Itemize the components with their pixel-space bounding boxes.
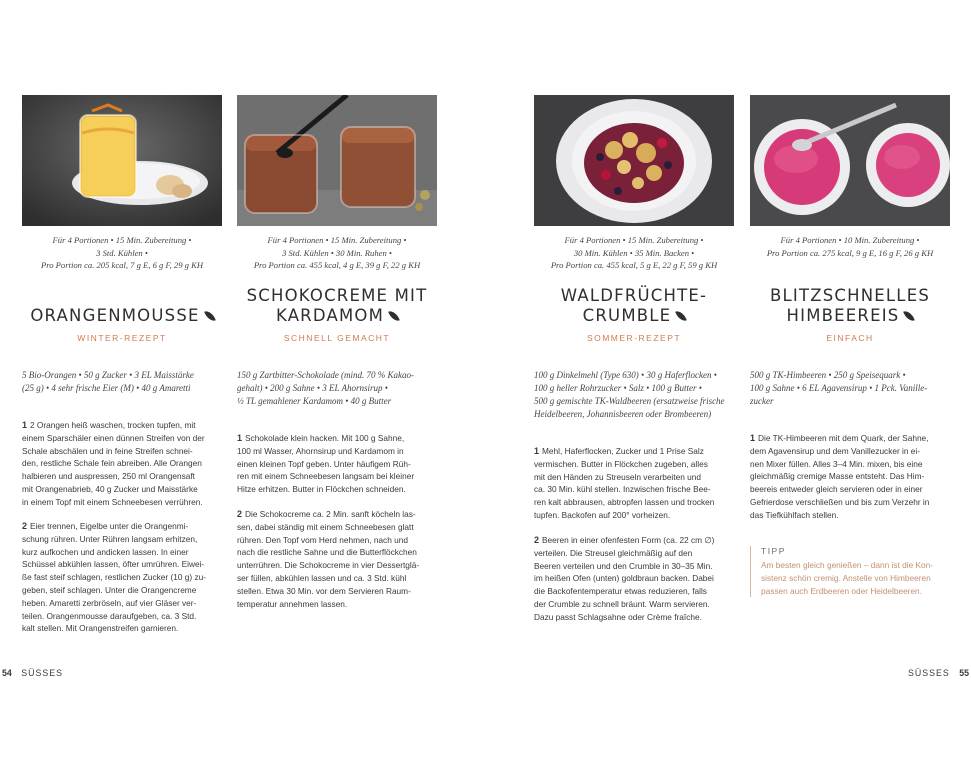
photo-himbeereis [750, 95, 950, 226]
photo-crumble [534, 95, 734, 226]
leaf-icon [904, 309, 916, 323]
step-2: 2 Die Schokocreme ca. 2 Min. sanft köcheln las- sen, dabei ständig mit einem Schneebesen glatt rühren. Den Topf vom Herd nehmen, nach und nach die restliche Sahne und die Butterflöckchen unterrühren. Die Schokocreme in vier Dessertglä- ser füllen, abkühlen lassen und ca. 3 Std. kühl stellen. Etwa 30 Min. vor dem Servieren Raum- temperatur annehmen lassen. [237, 509, 420, 609]
recipe-heading-himbeereis [750, 286, 950, 343]
page-folio-right [908, 668, 969, 678]
tip-label: TIPP [761, 546, 786, 556]
nutrition-info: Für 4 Portionen • 15 Min. Zubereitung • 3 Std. Kühlen • 30 Min. Ruhen • Pro Portion ca. 455 kcal, 4 g E, 39 g F, 22 g KH [253, 235, 421, 270]
photo-orangenmousse [22, 95, 222, 226]
leaf-icon [204, 309, 216, 323]
step-2: 2 Eier trennen, Eigelbe unter die Orangenmi- schung rühren. Unter Rühren langsam erhitzen, kurz aufkochen und andicken lassen. In einer Schüssel abkühlen lassen, öfter umrühren. Eiwei- ße fast steif schlagen, restlichen Zucker (10 g) zu- geben, steif schlagen. Unter die Orangencreme heben. Amaretti zerbröseln, auf vier Gläser ver- teilen. Orangenmousse daraufgeben, ca. 3 Std. kalt stellen. Mit Orangenstreifen garnieren. [22, 521, 206, 634]
recipe-orangenmousse [22, 95, 222, 272]
ingredients: 100 g Dinkelmehl (Type 630) • 30 g Haferflocken • 100 g heller Rohrzucker • Salz • 100 g Butter • 500 g gemischte TK-Waldbeeren (ersatzweise frische Heidelbeeren, Johannisbeeren oder Brombeeren) [534, 370, 725, 419]
recipe-title: BLITZSCHNELLES HIMBEEREIS [769, 286, 930, 325]
recipe-title: SCHOKOCREME MIT KARDAMOM [246, 286, 428, 325]
recipe-category: WINTER-REZEPT [77, 333, 167, 343]
recipe-himbeereis [750, 95, 950, 259]
page-number: 54 [2, 668, 12, 678]
recipe-category: EINFACH [826, 333, 874, 343]
ingredients: 5 Bio-Orangen • 50 g Zucker • 3 EL Maisstärke (25 g) • 4 sehr frische Eier (M) • 40 g Amaretti [22, 370, 194, 393]
step-2: 2 Beeren in einer ofenfesten Form (ca. 22 cm ∅) verteilen. Die Streusel gleichmäßig auf den Beeren verteilen und den Crumble in 30–35 Min. im heißen Ofen (unten) goldbraun backen. Dabei die Backofentemperatur etwas reduzieren, falls der Crumble zu schnell bräunt. Warm servieren. Dazu passt Schlagsahne oder Crème fraîche. [534, 535, 715, 622]
page-number: 55 [959, 668, 969, 678]
photo-schokocreme [237, 95, 437, 226]
recipe-schokocreme [237, 95, 437, 272]
step-1: 1 Schokolade klein hacken. Mit 100 g Sahne, 100 ml Wasser, Ahornsirup und Kardamom in einen kleinen Topf geben. Unter häufigem Rüh- ren mit einem Schneebesen langsam bei kleiner Hitze erhitzen. Butter in Flöckchen schneiden. [237, 433, 415, 495]
recipe-heading-schokocreme [237, 286, 437, 343]
page-folio-left [2, 668, 63, 678]
recipe-title: WALDFRÜCHTE- CRUMBLE [560, 286, 708, 325]
nutrition-info: Für 4 Portionen • 10 Min. Zubereitung • Pro Portion ca. 275 kcal, 9 g E, 16 g F, 26 g KH [766, 235, 934, 258]
leaf-icon [676, 309, 688, 323]
tip-box [750, 546, 950, 597]
nutrition-info: Für 4 Portionen • 15 Min. Zubereitung • 3 Std. Kühlen • Pro Portion ca. 205 kcal, 7 g E, 6 g F, 29 g KH [40, 235, 204, 270]
step-1: 1 Mehl, Haferflocken, Zucker und 1 Prise Salz vermischen. Butter in Flöckchen zugeben, alles mit den Händen zu Streuseln verarbeiten und ca. 30 Min. kühl stellen. Inzwischen frische Bee- ren kalt abbrausen, abtropfen lassen und trocken tupfen. Backofen auf 200° vorheizen. [534, 446, 715, 520]
recipe-category: SOMMER-REZEPT [586, 333, 682, 343]
leaf-icon [388, 309, 400, 323]
step-1: 1 Die TK-Himbeeren mit dem Quark, der Sahne, dem Agavensirup und dem Vanillezucker in ei- nen Mixer füllen. Alles 3–4 Min. mixen, bis eine gleichmäßig cremige Masse entsteht. Das Him- beereis entweder gleich servieren oder in einer Gefrierdose verschließen und bis zum Verzehr in das Tiefkühlfach stellen. [750, 433, 930, 520]
step-1: 1 2 Orangen heiß waschen, trocken tupfen, mit einem Sparschäler einen dünnen Streifen von der Schale abschälen und in feine Streifen schnei- den, restliche Schale fein abreiben. Alle Orangen halbieren und auspressen, 250 ml Orangensaft mit Orangenabrieb, 40 g Zucker und Maisstärke in einem Topf mit einem Schneebesen verrühren. [22, 420, 205, 507]
section-label: SÜSSES [21, 668, 63, 678]
nutrition-info: Für 4 Portionen • 15 Min. Zubereitung • 30 Min. Kühlen • 35 Min. Backen • Pro Portion ca. 455 kcal, 5 g E, 22 g F, 59 g KH [550, 235, 718, 270]
recipe-title: ORANGENMOUSSE [22, 306, 222, 326]
recipe-heading-crumble [534, 286, 734, 343]
recipe-heading-orangenmousse [22, 306, 222, 343]
recipe-crumble [534, 95, 734, 272]
ingredients: 500 g TK-Himbeeren • 250 g Speisequark • 100 g Sahne • 6 EL Agavensirup • 1 Pck. Vanille- zucker [750, 370, 928, 406]
ingredients: 150 g Zartbitter-Schokolade (mind. 70 % Kakao- gehalt) • 200 g Sahne • 3 EL Ahornsirup • ½ TL gemahlener Kardamom • 40 g Butter [237, 370, 415, 406]
section-label: SÜSSES [908, 668, 950, 678]
tip-text: Am besten gleich genießen – dann ist die Kon- sistenz schön cremig. Anstelle von Himbeeren passen auch Erdbeeren oder Heidelbeeren. [761, 560, 934, 596]
recipe-category: SCHNELL GEMACHT [283, 333, 391, 343]
